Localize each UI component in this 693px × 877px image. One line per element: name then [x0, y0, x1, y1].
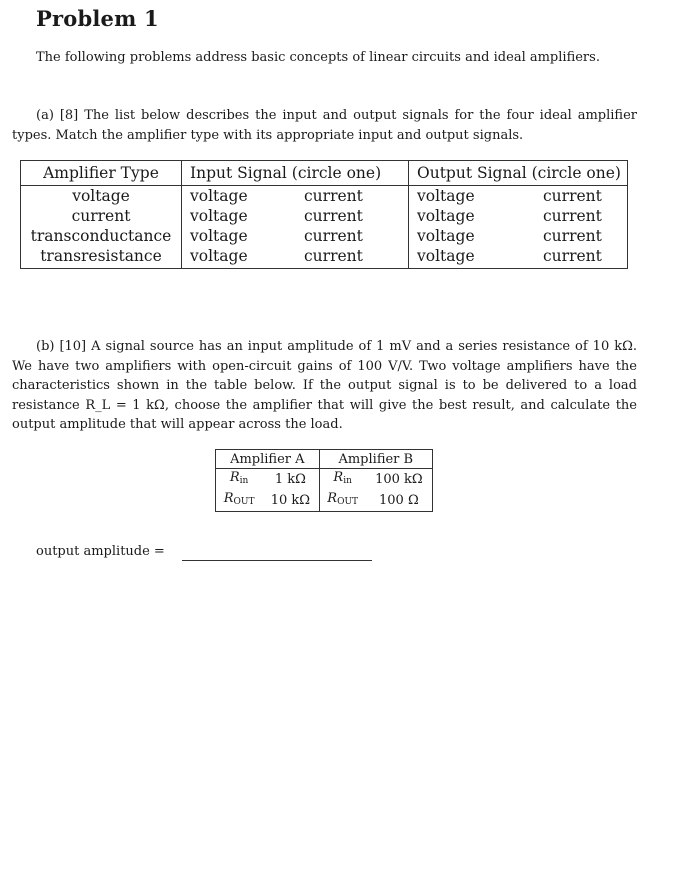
problem-title: Problem 1: [36, 6, 159, 31]
input-voltage-option[interactable]: voltage: [190, 227, 248, 245]
rin-base-a: R: [229, 470, 240, 485]
rout-sub-a: OUT: [233, 497, 255, 507]
header-output-signal: Output Signal (circle one): [409, 161, 628, 186]
spec-header-row: [216, 450, 433, 469]
output-current-option[interactable]: current: [543, 247, 602, 265]
output-voltage-option[interactable]: voltage: [417, 187, 475, 205]
amp-type-cell: transconductance: [21, 226, 182, 246]
amp-type-cell: transresistance: [21, 246, 182, 269]
rin-label-a: [216, 469, 263, 491]
input-current-option[interactable]: current: [286, 226, 409, 246]
rin-base-b: R: [333, 470, 344, 485]
table-row: [21, 186, 628, 207]
rin-sub-a: in: [239, 476, 249, 486]
part-b-text: (b) [10] A signal source has an input amplitude of 1 mV and a series resistance of 10 kΩ. We have two amplifiers with open-circuit gains of 100 V/V. Two voltage amplifiers have the characteristics shown in the table below. If the output signal is to be delivered to a load resistance R_L = 1 kΩ, choose the amplifier that will give the best result, and calculate the output amplitude that will appear across the load.: [12, 339, 637, 432]
header-input-signal: Input Signal (circle one): [182, 161, 409, 186]
output-amplitude-answer-blank[interactable]: [182, 560, 372, 561]
amp-b-rin-value: 100 kΩ: [375, 472, 423, 487]
part-a-text: (a) [8] The list below describes the input and output signals for the four ideal amplifier types. Match the amplifier type with its appropriate input and output signals.: [12, 108, 637, 143]
amp-b-rout-value: 100 Ω: [379, 493, 419, 508]
input-current-option[interactable]: current: [286, 206, 409, 226]
table-row: [21, 226, 628, 246]
input-voltage-option[interactable]: voltage: [190, 207, 248, 225]
amplifier-spec-table: [215, 449, 433, 512]
rout-base-a: R: [223, 491, 234, 506]
input-current-option[interactable]: current: [286, 186, 409, 207]
output-current-option[interactable]: current: [543, 207, 602, 225]
table-header-row: [21, 161, 628, 186]
amp-a-rout-value: 10 kΩ: [262, 490, 319, 512]
output-voltage-option[interactable]: voltage: [417, 207, 475, 225]
input-voltage-option[interactable]: voltage: [190, 247, 248, 265]
output-voltage-option[interactable]: voltage: [417, 227, 475, 245]
spec-row-rin: [216, 469, 433, 491]
spec-row-rout: [216, 490, 433, 512]
header-amplifier-type: Amplifier Type: [21, 161, 182, 186]
output-current-option[interactable]: current: [543, 187, 602, 205]
rout-sub-b: OUT: [337, 497, 359, 507]
output-voltage-option[interactable]: voltage: [417, 247, 475, 265]
output-amplitude-label: output amplitude =: [36, 544, 165, 559]
amplifier-type-table: [20, 160, 628, 269]
amplifier-b-header: Amplifier B: [319, 450, 432, 469]
input-current-option[interactable]: current: [286, 246, 409, 269]
amplifier-a-header: Amplifier A: [216, 450, 320, 469]
rin-sub-b: in: [343, 476, 352, 486]
amp-a-rin-value: 1 kΩ: [262, 469, 319, 491]
output-current-option[interactable]: current: [543, 227, 602, 245]
rout-label-a: [216, 490, 263, 512]
rin-label-b: [319, 469, 366, 491]
rout-base-b: R: [327, 491, 338, 506]
amp-type-cell: current: [21, 206, 182, 226]
table-row: [21, 246, 628, 269]
rout-label-b: [319, 490, 366, 512]
intro-text: The following problems address basic concepts of linear circuits and ideal amplifiers.: [36, 50, 600, 65]
input-voltage-option[interactable]: voltage: [190, 187, 248, 205]
table-row: [21, 206, 628, 226]
amp-type-cell: voltage: [21, 186, 182, 207]
